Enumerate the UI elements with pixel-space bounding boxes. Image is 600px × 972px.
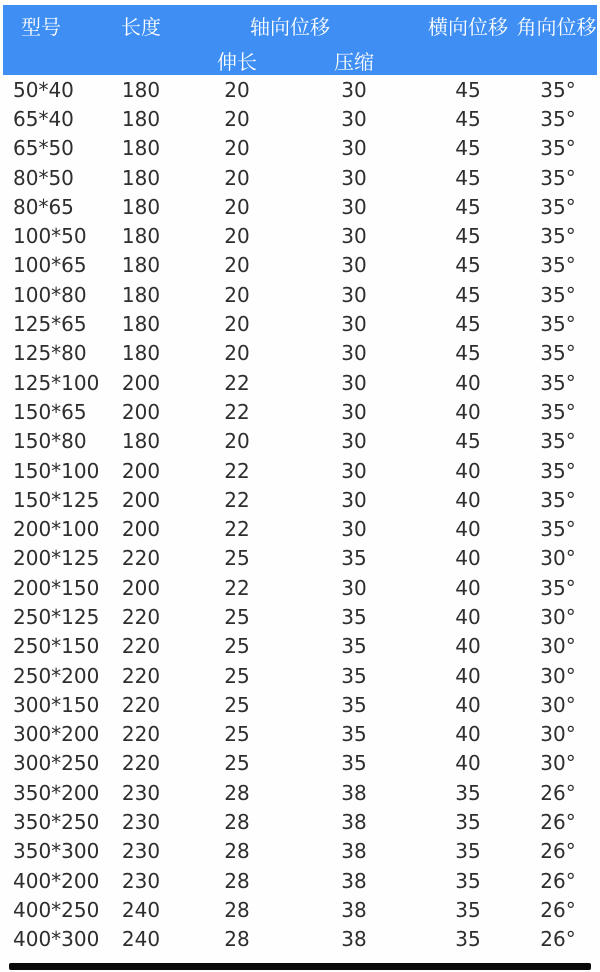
cell-elongation: 20 bbox=[224, 165, 250, 190]
cell-length: 220 bbox=[121, 722, 161, 747]
cell-model: 200*125 bbox=[13, 546, 100, 571]
cell-lateral: 40 bbox=[455, 751, 481, 776]
cell-compression: 30 bbox=[341, 517, 367, 542]
cell-angular: 30° bbox=[540, 663, 576, 688]
cell-length: 230 bbox=[121, 839, 161, 864]
table-row bbox=[0, 720, 600, 749]
cell-lateral: 45 bbox=[455, 282, 481, 307]
cell-elongation: 20 bbox=[224, 224, 250, 249]
cell-angular: 35° bbox=[540, 136, 576, 161]
table-row bbox=[0, 866, 600, 895]
cell-model: 100*50 bbox=[13, 224, 87, 249]
cell-model: 80*50 bbox=[13, 165, 74, 190]
header-row-sub bbox=[3, 45, 597, 75]
cell-lateral: 40 bbox=[455, 517, 481, 542]
cell-model: 200*100 bbox=[13, 517, 100, 542]
cell-length: 240 bbox=[121, 897, 161, 922]
cell-elongation: 20 bbox=[224, 194, 250, 219]
cell-length: 180 bbox=[121, 136, 161, 161]
cell-length: 200 bbox=[121, 575, 161, 600]
cell-model: 250*200 bbox=[13, 663, 100, 688]
header-cell-axial-displacement: 轴向位移 bbox=[250, 14, 330, 39]
cell-lateral: 45 bbox=[455, 165, 481, 190]
cell-model: 150*100 bbox=[13, 458, 100, 483]
cell-length: 180 bbox=[121, 341, 161, 366]
cell-lateral: 35 bbox=[455, 810, 481, 835]
header-cell-angular-displacement: 角向位移 bbox=[516, 14, 597, 39]
cell-angular: 35° bbox=[540, 517, 576, 542]
cell-compression: 30 bbox=[341, 458, 367, 483]
cell-lateral: 35 bbox=[455, 897, 481, 922]
cell-elongation: 28 bbox=[224, 897, 250, 922]
cell-elongation: 25 bbox=[224, 604, 250, 629]
table-row bbox=[0, 895, 600, 924]
cell-elongation: 28 bbox=[224, 927, 250, 952]
cell-length: 200 bbox=[121, 399, 161, 424]
cell-length: 180 bbox=[121, 429, 161, 454]
cell-compression: 30 bbox=[341, 312, 367, 337]
cell-model: 350*250 bbox=[13, 810, 100, 835]
cell-lateral: 40 bbox=[455, 487, 481, 512]
table-body bbox=[0, 75, 600, 954]
cell-lateral: 40 bbox=[455, 575, 481, 600]
table-row bbox=[0, 632, 600, 661]
cell-lateral: 35 bbox=[455, 780, 481, 805]
cell-model: 50*40 bbox=[13, 77, 74, 102]
table-row bbox=[0, 456, 600, 485]
table-row bbox=[0, 807, 600, 836]
cell-model: 80*65 bbox=[13, 194, 74, 219]
cell-length: 200 bbox=[121, 517, 161, 542]
cell-compression: 30 bbox=[341, 194, 367, 219]
cell-elongation: 28 bbox=[224, 780, 250, 805]
cell-length: 230 bbox=[121, 780, 161, 805]
header-cell-model: 型号 bbox=[21, 14, 61, 39]
cell-lateral: 45 bbox=[455, 312, 481, 337]
cell-length: 220 bbox=[121, 663, 161, 688]
cell-elongation: 25 bbox=[224, 751, 250, 776]
cell-elongation: 25 bbox=[224, 546, 250, 571]
cell-elongation: 20 bbox=[224, 341, 250, 366]
cell-compression: 35 bbox=[341, 722, 367, 747]
cell-lateral: 40 bbox=[455, 604, 481, 629]
header-cell-compression: 压缩 bbox=[334, 49, 374, 74]
cell-angular: 35° bbox=[540, 253, 576, 278]
table-row bbox=[0, 397, 600, 426]
cell-compression: 35 bbox=[341, 692, 367, 717]
cell-length: 180 bbox=[121, 282, 161, 307]
cell-angular: 35° bbox=[540, 224, 576, 249]
cell-compression: 30 bbox=[341, 429, 367, 454]
cell-length: 220 bbox=[121, 634, 161, 659]
cell-model: 250*125 bbox=[13, 604, 100, 629]
table-row bbox=[0, 251, 600, 280]
cell-lateral: 45 bbox=[455, 194, 481, 219]
cell-compression: 35 bbox=[341, 663, 367, 688]
table-row bbox=[0, 134, 600, 163]
table-row bbox=[0, 925, 600, 954]
cell-compression: 38 bbox=[341, 810, 367, 835]
cell-lateral: 35 bbox=[455, 839, 481, 864]
cell-lateral: 40 bbox=[455, 370, 481, 395]
cell-model: 125*100 bbox=[13, 370, 100, 395]
cell-elongation: 20 bbox=[224, 106, 250, 131]
cell-elongation: 28 bbox=[224, 839, 250, 864]
cell-compression: 30 bbox=[341, 224, 367, 249]
cell-compression: 38 bbox=[341, 780, 367, 805]
header-cell-lateral-displacement: 横向位移 bbox=[428, 14, 508, 39]
cell-compression: 30 bbox=[341, 282, 367, 307]
cell-model: 150*80 bbox=[13, 429, 87, 454]
cell-compression: 38 bbox=[341, 927, 367, 952]
cell-elongation: 22 bbox=[224, 370, 250, 395]
cell-model: 300*150 bbox=[13, 692, 100, 717]
cell-compression: 38 bbox=[341, 897, 367, 922]
cell-elongation: 22 bbox=[224, 575, 250, 600]
cell-model: 300*200 bbox=[13, 722, 100, 747]
cell-compression: 30 bbox=[341, 575, 367, 600]
cell-model: 250*150 bbox=[13, 634, 100, 659]
cell-lateral: 45 bbox=[455, 253, 481, 278]
cell-elongation: 22 bbox=[224, 487, 250, 512]
table-row bbox=[0, 690, 600, 719]
cell-model: 400*200 bbox=[13, 868, 100, 893]
cell-angular: 35° bbox=[540, 106, 576, 131]
cell-compression: 30 bbox=[341, 106, 367, 131]
cell-length: 200 bbox=[121, 487, 161, 512]
table-row bbox=[0, 778, 600, 807]
cell-length: 200 bbox=[121, 458, 161, 483]
cell-length: 180 bbox=[121, 194, 161, 219]
cell-model: 125*80 bbox=[13, 341, 87, 366]
cell-compression: 38 bbox=[341, 868, 367, 893]
cell-elongation: 25 bbox=[224, 663, 250, 688]
cell-model: 125*65 bbox=[13, 312, 87, 337]
table-row bbox=[0, 837, 600, 866]
cell-angular: 26° bbox=[540, 897, 576, 922]
cell-lateral: 45 bbox=[455, 136, 481, 161]
table-row bbox=[0, 661, 600, 690]
table-row bbox=[0, 192, 600, 221]
cell-elongation: 20 bbox=[224, 77, 250, 102]
cell-compression: 30 bbox=[341, 253, 367, 278]
cell-length: 220 bbox=[121, 751, 161, 776]
cell-compression: 30 bbox=[341, 165, 367, 190]
cell-length: 180 bbox=[121, 224, 161, 249]
table-row bbox=[0, 339, 600, 368]
table-row bbox=[0, 749, 600, 778]
cell-angular: 35° bbox=[540, 194, 576, 219]
cell-lateral: 45 bbox=[455, 341, 481, 366]
table-row bbox=[0, 573, 600, 602]
cell-elongation: 20 bbox=[224, 312, 250, 337]
cell-angular: 35° bbox=[540, 458, 576, 483]
cell-lateral: 40 bbox=[455, 458, 481, 483]
table-row bbox=[0, 514, 600, 543]
cell-angular: 35° bbox=[540, 282, 576, 307]
cell-compression: 38 bbox=[341, 839, 367, 864]
cell-lateral: 40 bbox=[455, 546, 481, 571]
cell-model: 300*250 bbox=[13, 751, 100, 776]
cell-angular: 26° bbox=[540, 927, 576, 952]
table-row bbox=[0, 309, 600, 338]
cell-angular: 30° bbox=[540, 546, 576, 571]
cell-lateral: 35 bbox=[455, 868, 481, 893]
cell-model: 350*300 bbox=[13, 839, 100, 864]
cell-angular: 35° bbox=[540, 165, 576, 190]
table-row bbox=[0, 602, 600, 631]
cell-model: 150*125 bbox=[13, 487, 100, 512]
cell-elongation: 25 bbox=[224, 722, 250, 747]
cell-elongation: 22 bbox=[224, 517, 250, 542]
cell-model: 100*80 bbox=[13, 282, 87, 307]
cell-model: 400*250 bbox=[13, 897, 100, 922]
header-cell-elongation: 伸长 bbox=[217, 49, 257, 74]
cell-angular: 35° bbox=[540, 77, 576, 102]
table-row bbox=[0, 280, 600, 309]
cell-lateral: 45 bbox=[455, 224, 481, 249]
table-row bbox=[0, 544, 600, 573]
cell-compression: 30 bbox=[341, 341, 367, 366]
cell-model: 100*65 bbox=[13, 253, 87, 278]
cell-length: 220 bbox=[121, 604, 161, 629]
cell-lateral: 45 bbox=[455, 429, 481, 454]
cell-angular: 26° bbox=[540, 810, 576, 835]
cell-compression: 30 bbox=[341, 399, 367, 424]
cell-angular: 26° bbox=[540, 780, 576, 805]
cell-length: 240 bbox=[121, 927, 161, 952]
cell-angular: 30° bbox=[540, 692, 576, 717]
cell-length: 230 bbox=[121, 868, 161, 893]
cell-angular: 30° bbox=[540, 604, 576, 629]
table-row bbox=[0, 75, 600, 104]
table-row bbox=[0, 427, 600, 456]
cell-length: 220 bbox=[121, 546, 161, 571]
bottom-scrollbar[interactable] bbox=[9, 963, 591, 970]
cell-compression: 35 bbox=[341, 634, 367, 659]
cell-lateral: 40 bbox=[455, 399, 481, 424]
cell-elongation: 20 bbox=[224, 429, 250, 454]
cell-angular: 35° bbox=[540, 312, 576, 337]
cell-length: 180 bbox=[121, 77, 161, 102]
cell-angular: 35° bbox=[540, 487, 576, 512]
cell-length: 200 bbox=[121, 370, 161, 395]
cell-length: 180 bbox=[121, 253, 161, 278]
cell-model: 150*65 bbox=[13, 399, 87, 424]
cell-model: 400*300 bbox=[13, 927, 100, 952]
cell-angular: 30° bbox=[540, 634, 576, 659]
cell-angular: 30° bbox=[540, 751, 576, 776]
cell-model: 65*40 bbox=[13, 106, 74, 131]
header-cell-length: 长度 bbox=[121, 14, 161, 39]
cell-elongation: 20 bbox=[224, 136, 250, 161]
cell-model: 350*200 bbox=[13, 780, 100, 805]
cell-elongation: 28 bbox=[224, 810, 250, 835]
cell-elongation: 22 bbox=[224, 458, 250, 483]
table-row bbox=[0, 368, 600, 397]
cell-elongation: 28 bbox=[224, 868, 250, 893]
cell-length: 180 bbox=[121, 165, 161, 190]
cell-angular: 30° bbox=[540, 722, 576, 747]
table-row bbox=[0, 163, 600, 192]
cell-length: 180 bbox=[121, 312, 161, 337]
cell-compression: 30 bbox=[341, 136, 367, 161]
cell-angular: 35° bbox=[540, 429, 576, 454]
cell-elongation: 20 bbox=[224, 282, 250, 307]
cell-lateral: 45 bbox=[455, 106, 481, 131]
cell-length: 220 bbox=[121, 692, 161, 717]
table-row bbox=[0, 221, 600, 250]
cell-model: 65*50 bbox=[13, 136, 74, 161]
cell-compression: 35 bbox=[341, 546, 367, 571]
table-row bbox=[0, 104, 600, 133]
cell-angular: 35° bbox=[540, 575, 576, 600]
cell-compression: 30 bbox=[341, 77, 367, 102]
table-header bbox=[3, 5, 597, 75]
cell-lateral: 40 bbox=[455, 634, 481, 659]
cell-lateral: 45 bbox=[455, 77, 481, 102]
cell-elongation: 22 bbox=[224, 399, 250, 424]
cell-angular: 26° bbox=[540, 868, 576, 893]
cell-angular: 35° bbox=[540, 370, 576, 395]
cell-lateral: 40 bbox=[455, 663, 481, 688]
cell-elongation: 25 bbox=[224, 692, 250, 717]
cell-elongation: 20 bbox=[224, 253, 250, 278]
cell-compression: 35 bbox=[341, 751, 367, 776]
cell-length: 180 bbox=[121, 106, 161, 131]
cell-compression: 30 bbox=[341, 487, 367, 512]
cell-lateral: 35 bbox=[455, 927, 481, 952]
cell-angular: 35° bbox=[540, 341, 576, 366]
cell-compression: 30 bbox=[341, 370, 367, 395]
cell-lateral: 40 bbox=[455, 692, 481, 717]
header-row-main bbox=[3, 5, 597, 45]
cell-compression: 35 bbox=[341, 604, 367, 629]
cell-angular: 35° bbox=[540, 399, 576, 424]
table-row bbox=[0, 485, 600, 514]
cell-lateral: 40 bbox=[455, 722, 481, 747]
cell-angular: 26° bbox=[540, 839, 576, 864]
cell-length: 230 bbox=[121, 810, 161, 835]
cell-model: 200*150 bbox=[13, 575, 100, 600]
cell-elongation: 25 bbox=[224, 634, 250, 659]
